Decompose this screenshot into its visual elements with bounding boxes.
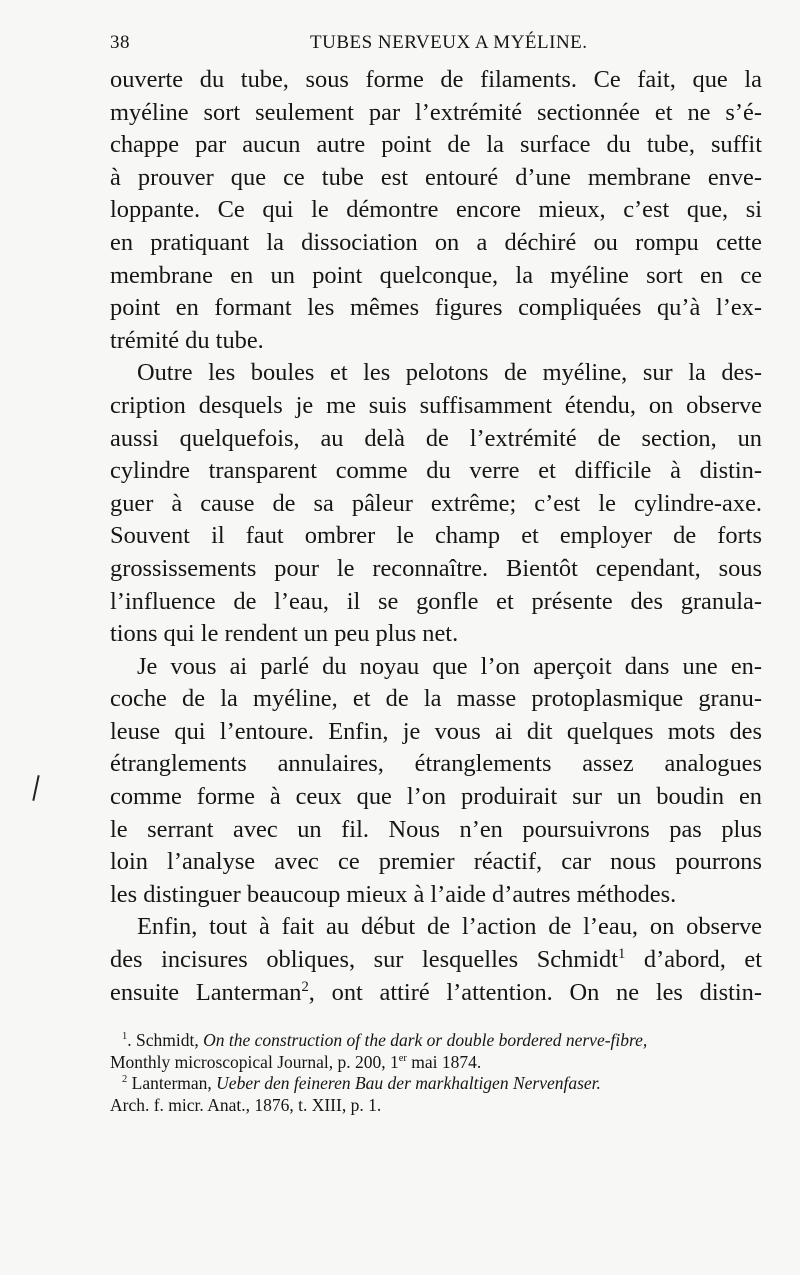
footnote-author: . Schmidt, [127,1030,204,1050]
text-line: leuse qui l’entoure. Enfin, je vous ai dit quelques mots des [110,717,762,745]
paragraph-1 [110,64,762,357]
footnote-ref-1: 1 [618,945,626,962]
paragraph-3 [110,651,762,912]
footnote-title: Ueber den feineren Bau der markhaltigen Nervenfaser. [216,1073,601,1093]
footnote-marker: 2 [122,1074,128,1086]
footnote-line [110,1073,762,1095]
text-line: Enfin, tout à fait au début de l’action de l’eau, on observe [137,913,762,941]
text-line: myéline sort seulement par l’extrémité sectionnée et ne s’é- [110,98,762,126]
text-fragment: , ont attiré l’attention. On ne les distin- [308,978,762,1006]
footnote-2 [110,1073,762,1116]
footnote-ref-2: 2 [301,978,309,995]
text-line: Outre les boules et les pelotons de myéline, sur la des- [137,359,762,387]
text-line: étranglements annulaires, étranglements assez analogues [110,750,762,778]
paragraph-4 [110,911,762,1009]
footnote-1 [110,1030,762,1073]
footnote-line [110,1095,762,1117]
text-line [110,977,762,1010]
text-line: guer à cause de sa pâleur extrême; c’est le cylindre-axe. [110,489,762,517]
text-line: aussi quelquefois, au delà de l’extrémité de section, un [110,424,762,452]
text-fragment: ensuite Lanterman [110,978,302,1006]
footnote-line [110,1030,762,1052]
page-number: 38 [110,32,130,53]
footnote-marker: 1 [122,1031,128,1043]
text-fragment: mai 1874. [406,1051,482,1072]
text-fragment: des incisures obliques, sur lesquelles Schmidt [110,946,619,974]
text-line: point en formant les mêmes figures compliquées qu’à l’ex- [110,294,762,322]
text-line: à prouver que ce tube est entouré d’une membrane enve- [110,163,762,191]
text-line [110,944,762,977]
text-line: trémité du tube. [110,326,264,354]
text-line: chappe par aucun autre point de la surface du tube, suffit [110,131,762,159]
text-line: le serrant avec un fil. Nous n’en poursuivrons pas plus [110,815,762,843]
footnotes [110,1030,762,1116]
text-line: Souvent il faut ombrer le champ et employer de forts [110,522,762,550]
text-line: cylindre transparent comme du verre et difficile à distin- [110,457,762,485]
text-line: membrane en un point quelconque, la myéline sort en ce [110,261,762,289]
text-line: comme forme à ceux que l’on produirait sur un boudin en [110,783,762,811]
text-line: ouverte du tube, sous forme de filaments. Ce fait, que la [110,66,762,93]
footnote-title: On the construction of the dark or double bordered nerve-fibre, [203,1030,648,1050]
text-line: coche de la myéline, et de la masse protoplasmique granu- [110,685,762,713]
paragraph-2 [110,357,762,650]
running-title: TUBES NERVEUX A MYÉLINE. [310,32,588,53]
text-line: les distinguer beaucoup mieux à l’aide d’autres méthodes. [110,880,677,908]
text-line: grossissements pour le reconnaître. Bientôt cependant, sous [110,554,762,582]
text-line: loppante. Ce qui le démontre encore mieux, c’est que, si [110,196,762,224]
margin-mark [32,775,39,801]
text-line: Je vous ai parlé du noyau que l’on aperçoit dans une en- [137,652,762,680]
text-line: en pratiquant la dissociation on a déchiré ou rompu cette [110,228,762,256]
text-line: tions qui le rendent un peu plus net. [110,620,459,648]
body-text [110,64,762,1009]
text-fragment: Monthly microscopical Journal, p. 200, 1 [110,1051,399,1072]
superscript: er [398,1052,407,1064]
text-line: cription desquels je me suis suffisamment étendu, on observe [110,391,762,419]
footnote-author: Lanterman, [127,1073,217,1093]
footnote-line [110,1052,762,1074]
text-fragment: d’abord, et [625,946,763,974]
text-line: l’influence de l’eau, il se gonfle et présente des granula- [110,587,762,615]
text-fragment: Arch. f. micr. Anat., 1876, t. XIII, p. 1. [110,1094,382,1115]
text-line: loin l’analyse avec ce premier réactif, car nous pourrons [110,848,762,876]
page-header [110,32,760,60]
